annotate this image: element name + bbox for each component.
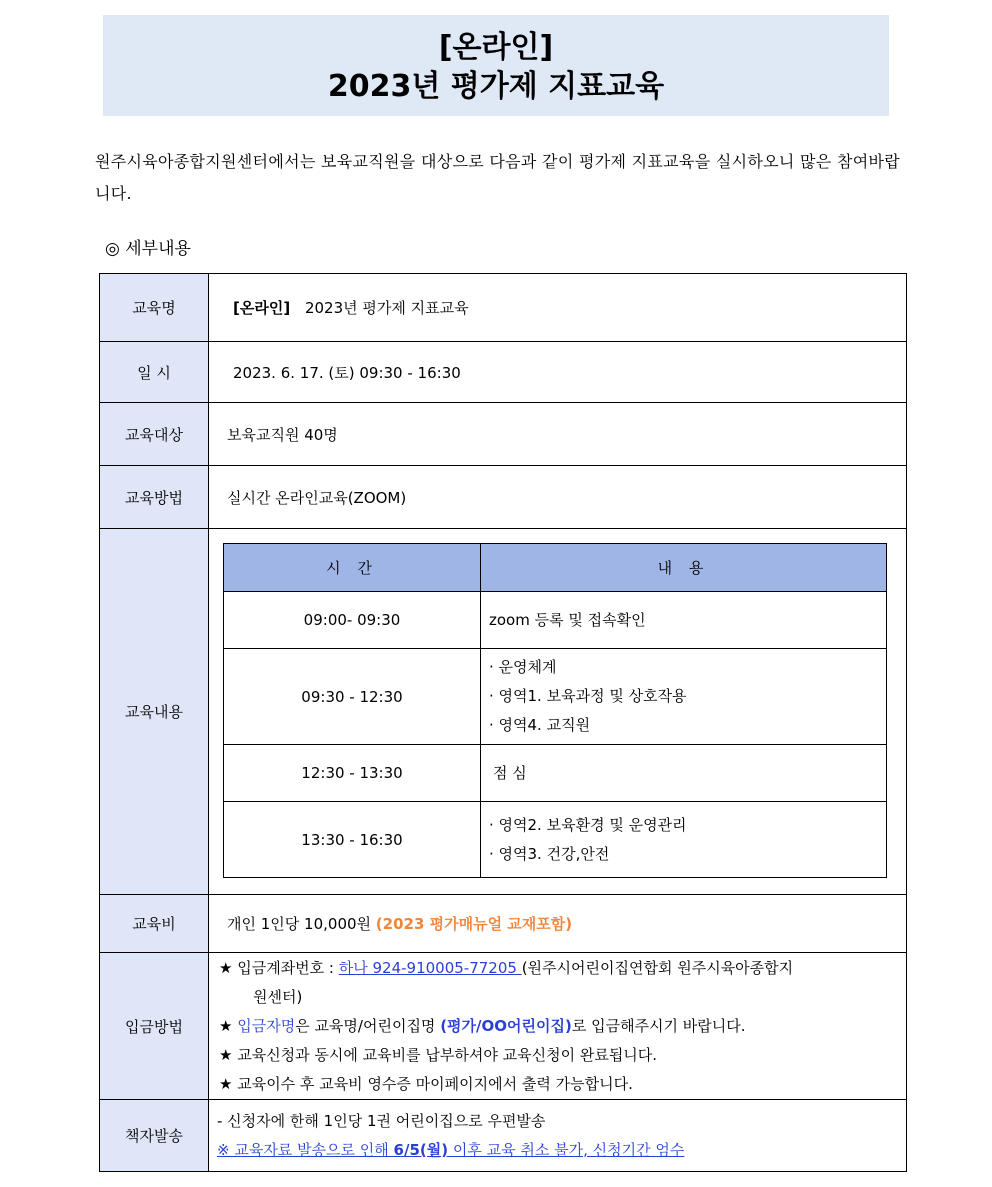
fee-amount: 개인 1인당 10,000원	[227, 915, 372, 933]
label-method: 교육방법	[100, 466, 209, 529]
schedule-table	[223, 543, 887, 878]
value-shipping	[209, 1100, 907, 1172]
schedule-time: 13:30 - 16:30	[224, 802, 481, 878]
row-payment	[100, 953, 907, 1100]
payment-depositor-mid: 은 교육명/어린이집명	[295, 1016, 441, 1035]
schedule-row	[224, 745, 887, 802]
payment-line-account	[219, 954, 906, 983]
payment-account-cont: 원센터)	[253, 987, 303, 1006]
schedule-content	[481, 649, 887, 745]
label-fee: 교육비	[100, 895, 209, 953]
schedule-header-row	[224, 544, 887, 592]
value-content	[209, 529, 907, 895]
payment-line-apply: ★ 교육신청과 동시에 교육비를 납부하셔야 교육신청이 완료됩니다.	[219, 1045, 658, 1064]
schedule-content	[481, 802, 887, 878]
label-target: 교육대상	[100, 403, 209, 466]
payment-account-prefix: ★ 입금계좌번호 :	[219, 958, 339, 977]
payment-account-suffix: (원주시어린이집연합회 원주시육아종합지	[521, 958, 794, 977]
course-bracket: [온라인]	[233, 299, 291, 317]
schedule-line: · 영역1. 보육과정 및 상호작용	[489, 687, 687, 705]
shipping-line2	[217, 1136, 906, 1165]
value-fee	[209, 895, 907, 953]
payment-star: ★	[219, 1016, 238, 1035]
schedule-time: 09:30 - 12:30	[224, 649, 481, 745]
value-target: 보육교직원 40명	[209, 403, 907, 466]
payment-depositor-end: 로 입금해주시기 바랍니다.	[571, 1016, 746, 1035]
schedule-row	[224, 592, 887, 649]
shipping-deadline: 6/5(월)	[393, 1140, 449, 1159]
intro-paragraph: 원주시육아종합지원센터에서는 보육교직원을 대상으로 다음과 같이 평가제 지표교육을 실시하오니 많은 참여바랍니다.	[95, 152, 900, 203]
label-content: 교육내용	[100, 529, 209, 895]
fee-note: (2023 평가매뉴얼 교재포함)	[375, 915, 573, 933]
schedule-line: 점 심	[493, 763, 527, 782]
value-date: 2023. 6. 17. (토) 09:30 - 16:30	[209, 342, 907, 403]
title-line1: [온라인]	[438, 30, 554, 65]
course-title: 2023년 평가제 지표교육	[304, 299, 469, 317]
header-time: 시 간	[224, 544, 481, 592]
schedule-line: · 영역2. 보육환경 및 운영관리	[489, 815, 687, 834]
label-shipping: 책자발송	[100, 1100, 209, 1172]
title-line2: 2023년 평가제 지표교육	[327, 69, 665, 104]
schedule-line: · 운영체계	[489, 658, 557, 676]
payment-account-number[interactable]: 하나 924-910005-77205	[338, 958, 522, 977]
shipping-note-a: ※ 교육자료 발송으로 인해	[217, 1140, 394, 1159]
schedule-row	[224, 802, 887, 878]
row-date	[100, 342, 907, 403]
label-payment: 입금방법	[100, 953, 209, 1100]
shipping-note-b: 이후 교육 취소 불가, 신청기간 엄수	[448, 1140, 685, 1159]
schedule-line: zoom 등록 및 접속확인	[489, 610, 646, 629]
shipping-line1: - 신청자에 한해 1인당 1권 어린이집으로 우편발송	[217, 1111, 546, 1130]
schedule-content	[481, 745, 887, 802]
section-heading: ◎ 세부내용	[105, 239, 191, 259]
title-banner	[103, 15, 889, 116]
value-method: 실시간 온라인교육(ZOOM)	[209, 466, 907, 529]
schedule-line: · 영역4. 교직원	[489, 716, 591, 734]
row-course-name	[100, 274, 907, 342]
row-fee	[100, 895, 907, 953]
schedule-content	[481, 592, 887, 649]
payment-depositor-example: (평가/OO어린이집)	[440, 1016, 572, 1035]
row-shipping	[100, 1100, 907, 1172]
details-table	[99, 273, 907, 1172]
payment-line-name	[219, 1012, 906, 1041]
row-content	[100, 529, 907, 895]
row-method	[100, 466, 907, 529]
label-date: 일 시	[100, 342, 209, 403]
payment-line-receipt: ★ 교육이수 후 교육비 영수증 마이페이지에서 출력 가능합니다.	[219, 1074, 633, 1093]
payment-depositor-label: 입금자명	[237, 1016, 296, 1035]
value-payment	[209, 953, 907, 1100]
header-content: 내 용	[481, 544, 887, 592]
schedule-row	[224, 649, 887, 745]
row-target	[100, 403, 907, 466]
value-course-name	[209, 274, 907, 342]
label-course-name: 교육명	[100, 274, 209, 342]
schedule-time: 09:00- 09:30	[224, 592, 481, 649]
schedule-time: 12:30 - 13:30	[224, 745, 481, 802]
schedule-line: · 영역3. 건강,안전	[489, 844, 610, 863]
